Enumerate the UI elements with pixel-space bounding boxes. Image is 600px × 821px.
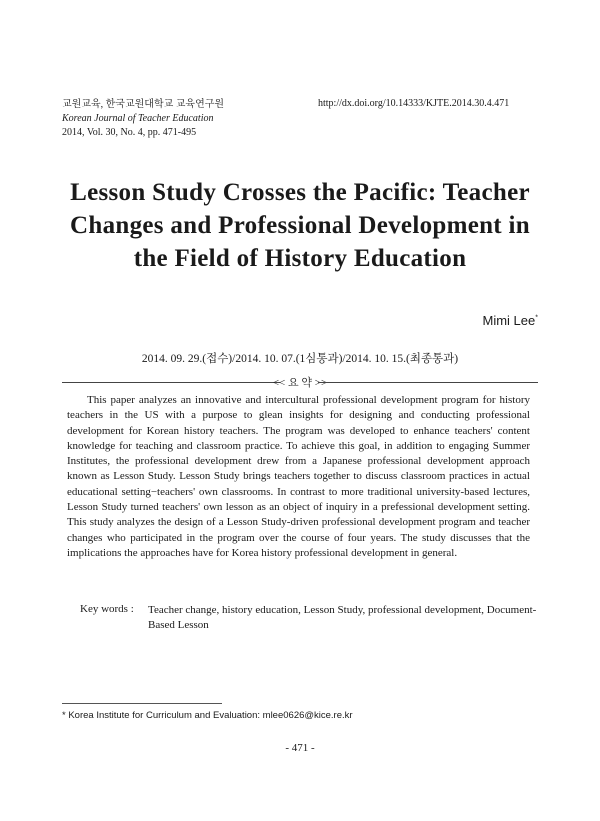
korean-journal-name: 교원교육, 한국교원대학교 교육연구원: [62, 99, 225, 110]
author-footnote-mark: *: [535, 314, 538, 322]
journal-header: [62, 98, 224, 140]
submission-dates: 2014. 09. 29.(접수)/2014. 10. 07.(1심통과)/2014. 10. 15.(최종통과): [141, 353, 459, 365]
abstract: This paper analyzes an innovative and intercultural professional development program for history teachers in the US with a purpose to glean insights for designing and conducting professional development for Korean history teachers. The program was developed to enhance teachers' content knowledge for teaching and classroom practice. To achieve this goal, in addition to engaging Summer Institutes, the professional development drew from a Japanese professional development approach known as Lesson Study. Lesson Study brings teachers together to discuss classroom practices in actual educational setting−teachers' own classrooms. In contrast to more traditional university-based lectures, Lesson Study turned teachers' own lesson as an object of inquiry in a prefessional development setting. This study analyzes the design of a Lesson Study-driven professional development program and teacher changes who participated in the program over the course of four years. The study discusses that the implications the approaches have for Korea history professional development in general.: [67, 394, 530, 559]
summary-label: << 요 약 >>: [272, 377, 328, 389]
title-line-1: Lesson Study Crosses the Pacific: Teacher: [70, 179, 530, 206]
page-number: - 471 -: [285, 742, 315, 754]
citation-info: 2014, Vol. 30, No. 4, pp. 471-495: [62, 127, 197, 138]
paper-title: [40, 176, 560, 275]
title-line-3: the Field of History Education: [133, 245, 467, 272]
summary-rule-right: [318, 382, 538, 383]
english-journal-name: Korean Journal of Teacher Education: [62, 113, 214, 124]
author-name: Mimi Lee: [482, 313, 536, 328]
keywords-text: Teacher change, history education, Lesson Study, professional development, Document-Based Lesson: [148, 604, 537, 631]
footnote-divider: [62, 703, 222, 704]
author: [483, 313, 538, 328]
doi-link[interactable]: http://dx.doi.org/10.14333/KJTE.2014.30.4.471: [318, 98, 510, 109]
title-line-2: Changes and Professional Development in: [70, 212, 530, 239]
author-affiliation-footnote: * Korea Institute for Curriculum and Evaluation: mlee0626@kice.re.kr: [62, 710, 353, 721]
keywords-label: Key words :: [80, 603, 134, 615]
